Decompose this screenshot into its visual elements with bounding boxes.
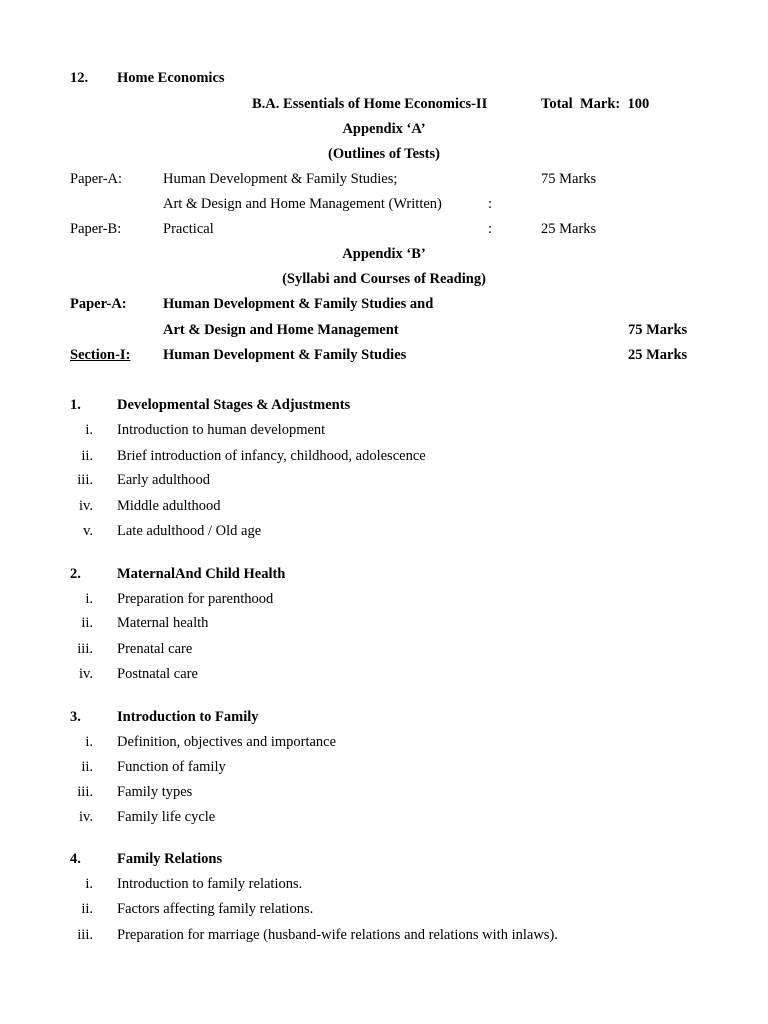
list-item-number: iv. [79, 809, 93, 825]
section-title: Human Development & Family Studies [163, 347, 407, 363]
list-item: Prenatal care [117, 641, 193, 657]
list-item: Definition, objectives and importance [117, 734, 337, 750]
topic-number: 3. [70, 709, 81, 725]
section-marks: 25 Marks [628, 347, 688, 363]
list-item-number: iii. [77, 927, 93, 943]
list-item-number: i. [85, 422, 93, 438]
topic-title: Family Relations [117, 851, 223, 867]
list-item: Postnatal care [117, 666, 198, 682]
topic-title: MaternalAnd Child Health [117, 566, 286, 582]
list-item: Factors affecting family relations. [117, 901, 314, 917]
list-item-number: iii. [77, 784, 93, 800]
list-item-number: i. [85, 876, 93, 892]
list-item: Preparation for marriage (husband-wife relations and relations with inlaws). [117, 927, 558, 943]
syllabus-paper-a-line1: Human Development & Family Studies and [163, 296, 434, 312]
outline-paper-a-line1: Human Development & Family Studies; [163, 171, 398, 187]
section-number: 12. [70, 70, 89, 86]
syllabus-paper-a-marks: 75 Marks [628, 322, 688, 338]
list-item-number: iii. [77, 641, 93, 657]
list-item: Family types [117, 784, 193, 800]
outline-paper-b-text: Practical [163, 221, 214, 237]
list-item: Early adulthood [117, 472, 211, 488]
list-item-number: i. [85, 734, 93, 750]
appendix-b-heading: Appendix ‘B’ [342, 246, 426, 262]
outline-paper-b-label: Paper-B: [70, 221, 122, 237]
list-item-number: iii. [77, 472, 93, 488]
syllabi-heading: (Syllabi and Courses of Reading) [282, 271, 486, 287]
topic-title: Developmental Stages & Adjustments [117, 397, 351, 413]
outline-paper-a-colon: : [488, 196, 493, 212]
outlines-heading: (Outlines of Tests) [328, 146, 440, 162]
list-item: Family life cycle [117, 809, 216, 825]
list-item-number: ii. [81, 448, 93, 464]
course-title: B.A. Essentials of Home Economics-II [252, 96, 488, 112]
outline-paper-b-colon: : [488, 221, 493, 237]
list-item: Middle adulthood [117, 498, 221, 514]
topic-title: Introduction to Family [117, 709, 259, 725]
topic-number: 4. [70, 851, 81, 867]
list-item: Introduction to family relations. [117, 876, 303, 892]
list-item-number: iv. [79, 498, 93, 514]
topic-number: 2. [70, 566, 81, 582]
list-item: Late adulthood / Old age [117, 523, 262, 539]
list-item-number: ii. [81, 901, 93, 917]
list-item: Function of family [117, 759, 226, 775]
list-item: Introduction to human development [117, 422, 326, 438]
list-item: Brief introduction of infancy, childhood, adolescence [117, 448, 426, 464]
section-label: Section-I: [70, 347, 131, 363]
list-item: Preparation for parenthood [117, 591, 274, 607]
syllabus-paper-a-line2: Art & Design and Home Management [163, 322, 399, 338]
outline-paper-a-marks: 75 Marks [541, 171, 597, 187]
outline-paper-b-marks: 25 Marks [541, 221, 597, 237]
list-item-number: v. [83, 523, 93, 539]
list-item-number: ii. [81, 759, 93, 775]
list-item-number: iv. [79, 666, 93, 682]
list-item-number: ii. [81, 615, 93, 631]
subject-title: Home Economics [117, 70, 225, 86]
outline-paper-a-line2: Art & Design and Home Management (Written) [163, 196, 442, 212]
topic-number: 1. [70, 397, 81, 413]
syllabus-paper-a-label: Paper-A: [70, 296, 127, 312]
list-item-number: i. [85, 591, 93, 607]
list-item: Maternal health [117, 615, 209, 631]
appendix-a-heading: Appendix ‘A’ [342, 121, 426, 137]
outline-paper-a-label: Paper-A: [70, 171, 123, 187]
total-mark: Total Mark: 100 [541, 96, 650, 112]
